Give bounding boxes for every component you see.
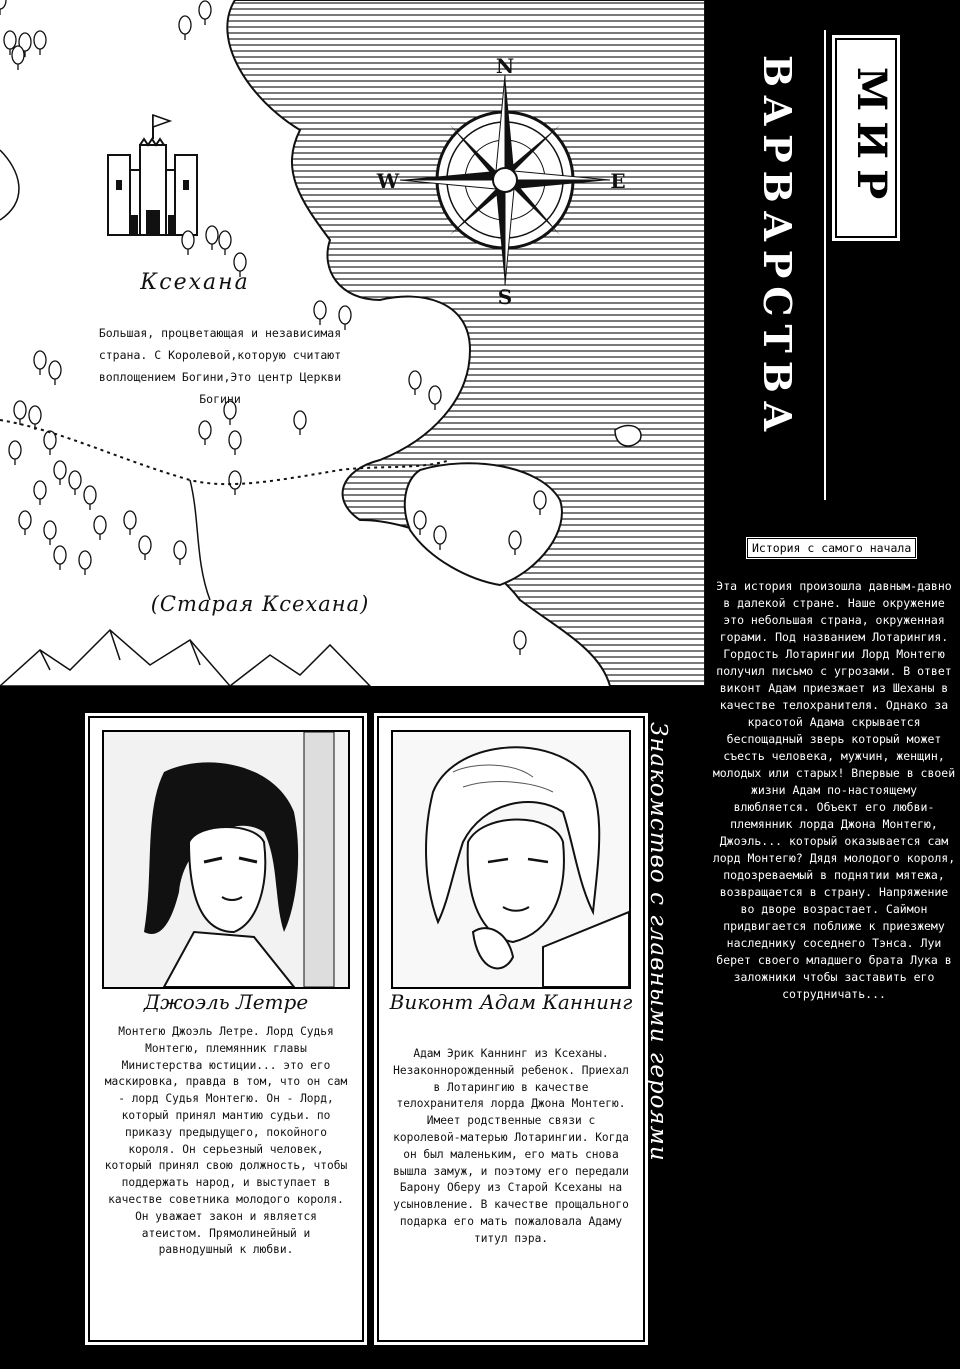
mountains-icon	[0, 630, 370, 686]
compass-n: N	[495, 54, 515, 78]
character-name: Виконт Адам Каннинг	[389, 990, 633, 1014]
story-heading: История с самого начала	[747, 538, 916, 558]
world-map	[0, 0, 705, 686]
character-card-adam	[377, 716, 645, 1342]
character-description: Монтегю Джоэль Летре. Лорд Судья Монтегю, племянник главы Министерства юстиции... это его маскировка, правда в том, что он сам - лорд Судья Монтегю. Он - Лорд, который принял мантию судьи. по приказу предыдущего, покойного короля. Он серьезный человек, который принял свою должность, чтобы поддержать народ, и выступает в качестве советника молодого короля. Он уважает закон и является атеистом. Прямолинейный и равнодушный к любви.	[104, 1025, 348, 1257]
character-description: Адам Эрик Каннинг из Ксеханы. Незаконнорожденный ребенок. Приехал в Лотарингию в качестве телохранителя лорда Джона Монтегю. Имеет родственные связи с королевой-матерью Лотарингии. Когда он был маленьким, его мать снова вышла замуж, и поэтому его передали Барону Оберу из Старой Ксеханы на усыновление. В качестве прощального подарка его мать пожаловала Адаму титул пэра.	[393, 1047, 629, 1245]
portrait-adam	[391, 730, 631, 989]
portrait-image	[104, 732, 348, 987]
castle-icon	[108, 115, 197, 235]
region-description: Большая, процветающая и независимая страна. С Королевой,которую считают воплощением Богини,Это центр Церкви Богини	[98, 326, 342, 406]
title-divider	[824, 30, 826, 500]
compass-e: E	[610, 169, 626, 193]
region-name: Ксехана	[140, 270, 250, 295]
page-title-line1: МИР	[835, 38, 897, 238]
portrait-joel	[102, 730, 350, 989]
page-title-line2: ВАРВАРСТВА	[755, 55, 800, 440]
characters-header: Знакомство с главными героями	[645, 722, 671, 1162]
compass-s: S	[497, 285, 513, 309]
old-region-name: (Старая Ксехана)	[150, 592, 370, 616]
portrait-image	[393, 732, 629, 987]
story-text: Эта история произошла давным-давно в далекой стране. Наше окружение это небольшая страна, окруженная горами. Под названием Лотарингия. Гордость Лотарингии Лорд Монтегю получил письмо с угрозами. В ответ виконт Адам приезжает из Шеханы в качестве телохранителя. Однако за красотой Адама скрывается беспощадный зверь который может съесть человека, мужчин, женщин, молодых или старых! Впервые в своей жизни Адам по-настоящему влюбляется. Объект его любви-племянник лорда Джона Монтегю, Джоэль... который оказывается сам лорд Монтегю? Дядя молодого короля, подозреваемый в поднятии мятежа, возвращается в страну. Напряжение во дворе возрастает. Саймон придвигается поближе к приезжему наследнику соседнего Тэнса. Луи берет своего младшего брата Лука в заложники чтобы заставить его сотрудничать...	[712, 579, 956, 1001]
compass-w: W	[376, 169, 400, 193]
character-card-joel	[88, 716, 364, 1342]
character-name: Джоэль Летре	[143, 990, 309, 1014]
